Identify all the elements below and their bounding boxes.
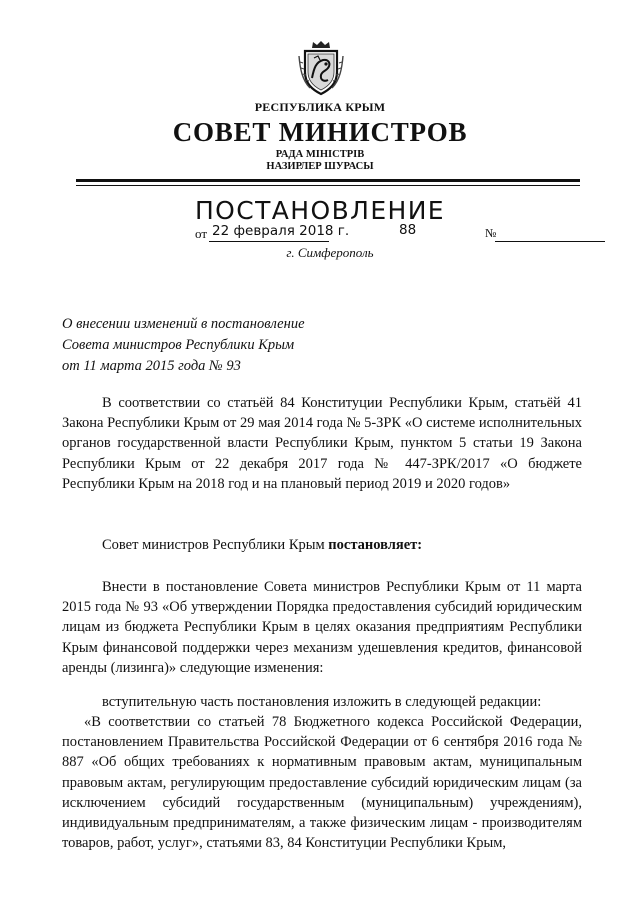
coat-of-arms-emblem-icon <box>296 38 346 96</box>
amendment-paragraph: Внести в постановление Совета министров Республики Крым от 11 марта 2015 года № 93 «Об утверждении Порядка предоставления субсидий юридическим лицам из бюджета Республики Крым в целях оказания предприятиям Республики Крым финансовой поддержки через механизм удешевления кредитов, финансовой аренды (лизинга)» следующие изменения: <box>62 579 582 676</box>
header-divider-thin <box>76 185 580 186</box>
date-underline <box>209 241 329 242</box>
subject-line: О внесении изменений в постановление <box>62 316 305 332</box>
preamble-paragraph: В соответствии со статьёй 84 Конституции Республики Крым, статьёй 41 Закона Республики Крым от 29 мая 2014 года № 5-ЗРК «О системе исполнительных органов государственной власти Республики Крым, пунктом 5 статьи 19 Закона Республики Крым от 22 декабря 2017 года № 447-ЗРК/2017 «О бюджете Республики Крым на 2018 год и на плановый период 2019 и 2020 годов» <box>62 395 582 492</box>
decree-date: 22 февраля 2018 г. <box>212 223 350 239</box>
number-underline <box>495 241 605 242</box>
resolves-paragraph <box>62 535 582 555</box>
subject-line: Совета министров Республики Крым <box>62 337 295 353</box>
resolves-keyword: постановляет: <box>328 537 423 553</box>
subject-line: от 11 марта 2015 года № 93 <box>62 358 241 374</box>
new-wording-paragraph: «В соответствии со статьей 78 Бюджетного кодекса Российской Федерации, постановлением Правительства Российской Федерации от 6 сентября 2016 года № 887 «Об общих требованиях к нормативным правовым актам, муниципальным правовым актам, регулирующим предоставление субсидий юридическим лицам (за исключением субсидий государственным (муниципальным) учреждениям), индивидуальным предпринимателям, а также физическим лицам - производителям товаров, работ, услуг», статьями 83, 84 Конституции Республики Крым, <box>62 714 582 852</box>
republic-name: РЕСПУБЛИКА КРЫМ <box>254 100 386 114</box>
city: г. Симферополь <box>286 245 374 260</box>
resolves-text: Совет министров Республики Крым <box>102 537 329 553</box>
from-label: от <box>195 226 208 241</box>
number-label: № <box>485 226 497 240</box>
decree-title: ПОСТАНОВЛЕНИЕ <box>194 196 446 225</box>
council-name: СОВЕТ МИНИСТРОВ <box>172 117 468 147</box>
decree-number: 88 <box>399 222 417 238</box>
council-name-ukrainian: РАДА МІНІСТРІВ <box>275 149 365 160</box>
header-divider-thick <box>76 179 580 182</box>
intro-change-paragraph: вступительную часть постановления изложить в следующей редакции: <box>102 694 542 710</box>
council-name-crimean-tatar: НАЗИРЛЕР ШУРАСЫ <box>266 161 374 172</box>
decree-subject <box>62 314 362 377</box>
